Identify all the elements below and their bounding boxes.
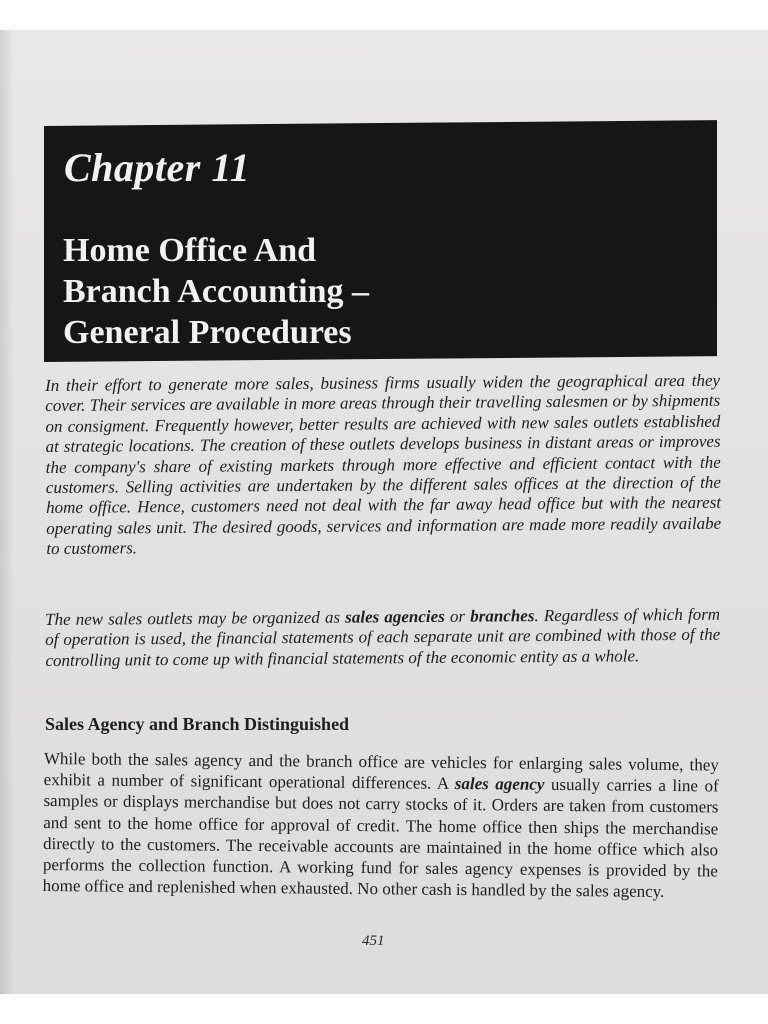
chapter-title-line: Branch Accounting – bbox=[63, 273, 370, 310]
text-run: usually carries a line of samples or displays merchandise but does not carry stocks of it. Orders are taken from customers and sent to the home office for approval of credit. The home office then ships the merchandise directly to the customers. The receivable accounts are maintained in the home office which also performs the collection function. A working fund for sales agency expenses is provided by the home office and replenished when exhausted. No other cash is handled by the sales agency. bbox=[42, 775, 719, 902]
page-number: 451 bbox=[362, 933, 385, 949]
text-run: . Regardless of which form of operation is used, the financial statements of each separate unit are combined with those of the controlling unit to come up with financial statements of the economic entity as a whole. bbox=[45, 604, 721, 670]
intro-paragraph-2 bbox=[45, 605, 721, 694]
book-page bbox=[0, 30, 768, 994]
intro-paragraph-1: In their effort to generate more sales, business firms usually widen the geographical area they cover. Their services are available in more areas through their travelling salesmen or by shipments on consigment. Frequently however, better results are achieved with new sales outlets established at strategic locations. The creation of these outlets develops business in distant areas or improves the company's share of existing markets through more effective and efficient contact with the customers. Selling activities are undertaken by the different sales offices at the direction of the home office. Hence, customers need not deal with the far away head office but with the nearest operating sales unit. The desired goods, services and information are made more readily availabe to customers. bbox=[45, 370, 722, 559]
text-run: or bbox=[444, 606, 471, 626]
chapter-title-line: Home Office And bbox=[63, 232, 317, 269]
term-sales-agencies: sales agencies bbox=[345, 606, 445, 627]
section-heading: Sales Agency and Branch Distinguished bbox=[45, 714, 350, 734]
term-branches: branches bbox=[470, 606, 535, 626]
text-run: While both the sales agency and the branch office are vehicles for enlarging sales volume, they exhibit a number of significant operational differences. A bbox=[43, 748, 719, 794]
chapter-title-line: General Procedures bbox=[63, 314, 352, 351]
text-run: The new sales outlets may be organized as bbox=[45, 607, 346, 629]
term-sales-agency: sales agency bbox=[454, 774, 545, 795]
chapter-label: Chapter 11 bbox=[64, 145, 251, 190]
section-paragraph bbox=[42, 748, 719, 926]
chapter-title bbox=[63, 230, 663, 353]
